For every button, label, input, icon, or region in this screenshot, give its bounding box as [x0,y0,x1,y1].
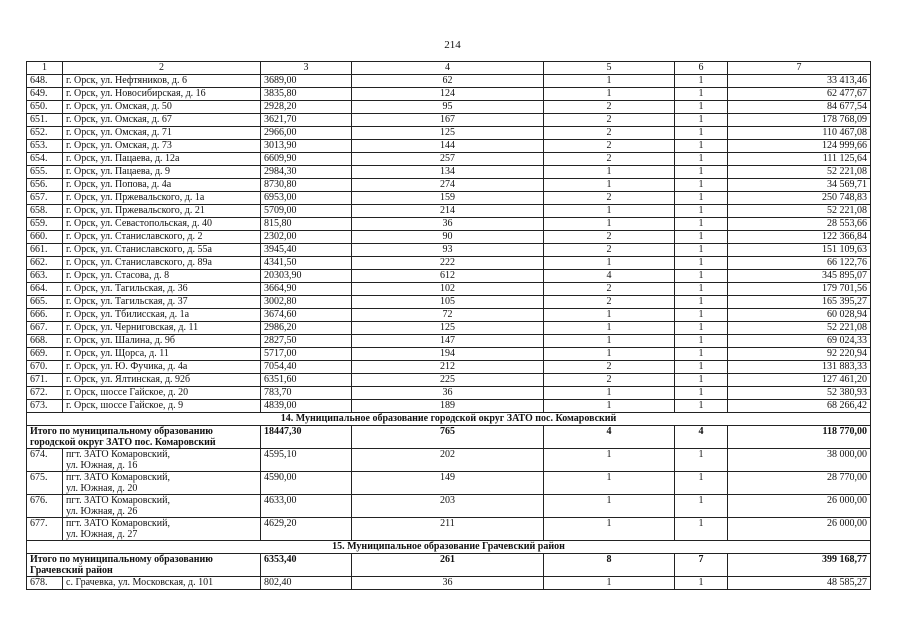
table-cell: 5709,00 [261,205,352,218]
table-cell: 4 [544,270,675,283]
table-cell: 674. [27,449,63,472]
table-cell: 1 [544,348,675,361]
table-cell: г. Орск, ул. Ю. Фучика, д. 4а [63,361,261,374]
table-cell: г. Орск, ул. Тбилисская, д. 1а [63,309,261,322]
address-line: ул. Южная, д. 20 [66,483,138,494]
table-cell: 165 395,27 [728,296,871,309]
table-cell: 84 677,54 [728,101,871,114]
table-row [27,231,871,244]
table-cell: г. Орск, ул. Попова, д. 4а [63,179,261,192]
table-cell: 6953,00 [261,192,352,205]
table-row [27,205,871,218]
table-row [27,75,871,88]
subtotal-row [27,426,871,449]
table-cell: 668. [27,335,63,348]
table-cell: г. Орск, ул. Станиславского, д. 2 [63,231,261,244]
table-cell: 159 [352,192,544,205]
table-cell: 648. [27,75,63,88]
table-cell: 3835,80 [261,88,352,101]
table-cell: 167 [352,114,544,127]
table-cell: 654. [27,153,63,166]
table-row [27,192,871,205]
table-cell: 7054,40 [261,361,352,374]
table-cell: 1 [675,127,728,140]
table-cell: 125 [352,322,544,335]
table-cell: 36 [352,577,544,590]
table-row [27,153,871,166]
table-cell: 6609,90 [261,153,352,166]
address-cell [63,495,261,518]
table-row [27,322,871,335]
table-cell: 212 [352,361,544,374]
table-cell: 1 [675,495,728,518]
table-cell: 2984,30 [261,166,352,179]
table-cell: г. Орск, ул. Пржевальского, д. 1а [63,192,261,205]
table-cell: 666. [27,309,63,322]
table-cell: 661. [27,244,63,257]
table-cell: 194 [352,348,544,361]
table-cell: 1 [544,472,675,495]
table-cell: 8730,80 [261,179,352,192]
table-cell: 1 [675,153,728,166]
table-cell: 1 [675,322,728,335]
table-cell: г. Орск, шоссе Гайское, д. 9 [63,400,261,413]
table-cell: 4341,50 [261,257,352,270]
table-row [27,127,871,140]
table-cell: 2 [544,283,675,296]
table-cell: г. Орск, ул. Нефтяников, д. 6 [63,75,261,88]
address-cell [63,518,261,541]
column-header: 4 [352,62,544,75]
table-cell: 664. [27,283,63,296]
table-cell: 257 [352,153,544,166]
table-cell: 1 [544,495,675,518]
table-row [27,374,871,387]
subtotal-label: Итого по муниципальному образованию городской округ ЗАТО пос. Комаровский [27,426,261,449]
table-cell: 658. [27,205,63,218]
address-line: ул. Южная, д. 26 [66,506,138,517]
column-header: 7 [728,62,871,75]
table-row [27,309,871,322]
table-cell: 1 [675,361,728,374]
table-cell: 612 [352,270,544,283]
table-row [27,348,871,361]
table-cell: 656. [27,179,63,192]
table-cell: 202 [352,449,544,472]
table-cell: 203 [352,495,544,518]
table-cell: 33 413,46 [728,75,871,88]
table-cell: 1 [675,257,728,270]
table-cell: 36 [352,387,544,400]
table-cell: 1 [675,270,728,283]
table-cell: 1 [675,218,728,231]
column-header: 3 [261,62,352,75]
address-cell [63,472,261,495]
subtotal-value: 8 [544,554,675,577]
address-cell [63,449,261,472]
table-cell: г. Орск, ул. Пацаева, д. 9 [63,166,261,179]
table-cell: 1 [675,283,728,296]
table-cell: 102 [352,283,544,296]
table-cell: 1 [544,218,675,231]
table-cell: 678. [27,577,63,590]
table-cell: 68 266,42 [728,400,871,413]
table-cell: 665. [27,296,63,309]
table-cell: 659. [27,218,63,231]
table-cell: г. Орск, ул. Щорса, д. 11 [63,348,261,361]
column-header: 6 [675,62,728,75]
table-cell: 2827,50 [261,335,352,348]
section-heading: 14. Муниципальное образование городской округ ЗАТО пос. Комаровский [27,413,871,426]
table-cell: 1 [675,140,728,153]
table-row [27,449,871,472]
table-cell: 147 [352,335,544,348]
table-cell: 3945,40 [261,244,352,257]
table-cell: 2 [544,231,675,244]
table-cell: 783,70 [261,387,352,400]
table-cell: 657. [27,192,63,205]
table-cell: с. Грачевка, ул. Московская, д. 101 [63,577,261,590]
table-cell: г. Орск, ул. Омская, д. 67 [63,114,261,127]
table-cell: 3664,90 [261,283,352,296]
table-cell: 670. [27,361,63,374]
table-cell: 26 000,00 [728,518,871,541]
column-header: 2 [63,62,261,75]
table-cell: 178 768,09 [728,114,871,127]
table-cell: 105 [352,296,544,309]
table-row [27,101,871,114]
table-header-row [27,62,871,75]
table-cell: 2 [544,361,675,374]
address-line: пгт. ЗАТО Комаровский, [66,495,170,506]
table-cell: г. Орск, ул. Тагильская, д. 36 [63,283,261,296]
section-heading: 15. Муниципальное образование Грачевский район [27,541,871,554]
table-cell: 62 477,67 [728,88,871,101]
table-cell: 1 [675,348,728,361]
subtotal-value: 4 [675,426,728,449]
table-cell: 1 [675,75,728,88]
table-cell: 2302,00 [261,231,352,244]
table-cell: 250 748,83 [728,192,871,205]
table-cell: 1 [675,231,728,244]
table-cell: 90 [352,231,544,244]
table-cell: 1 [675,309,728,322]
table-cell: 3689,00 [261,75,352,88]
table-cell: 1 [675,179,728,192]
table-cell: 2 [544,374,675,387]
table-cell: 48 585,27 [728,577,871,590]
table-cell: 72 [352,309,544,322]
table-cell: 179 701,56 [728,283,871,296]
table-cell: 1 [675,101,728,114]
table-cell: 1 [675,205,728,218]
table-cell: 93 [352,244,544,257]
table-cell: 676. [27,495,63,518]
table-cell: 144 [352,140,544,153]
table-cell: 110 467,08 [728,127,871,140]
table-cell: 1 [675,577,728,590]
table-row [27,577,871,590]
table-cell: 52 221,08 [728,205,871,218]
table-cell: 4629,20 [261,518,352,541]
table-cell: 1 [544,257,675,270]
table-row [27,257,871,270]
table-cell: 28 770,00 [728,472,871,495]
section-heading-row [27,541,871,554]
table-cell: 28 553,66 [728,218,871,231]
table-cell: 225 [352,374,544,387]
table-cell: г. Орск, ул. Шалина, д. 9б [63,335,261,348]
table-cell: 2 [544,101,675,114]
table-cell: г. Орск, ул. Пржевальского, д. 21 [63,205,261,218]
table-cell: 38 000,00 [728,449,871,472]
table-cell: 1 [544,179,675,192]
address-line: ул. Южная, д. 16 [66,460,138,471]
table-cell: г. Орск, ул. Тагильская, д. 37 [63,296,261,309]
table-row [27,400,871,413]
table-cell: г. Орск, ул. Пацаева, д. 12а [63,153,261,166]
table-cell: 1 [544,205,675,218]
table-cell: 675. [27,472,63,495]
table-cell: 672. [27,387,63,400]
table-cell: 134 [352,166,544,179]
table-cell: 1 [675,114,728,127]
table-cell: 52 221,08 [728,166,871,179]
table-cell: 3013,90 [261,140,352,153]
subtotal-row [27,554,871,577]
table-cell: 2966,00 [261,127,352,140]
table-cell: 1 [675,518,728,541]
subtotal-sum: 118 770,00 [728,426,871,449]
table-cell: 650. [27,101,63,114]
table-cell: 189 [352,400,544,413]
table-row [27,179,871,192]
table-cell: 663. [27,270,63,283]
table-cell: 124 999,66 [728,140,871,153]
table-cell: 802,40 [261,577,352,590]
table-cell: 60 028,94 [728,309,871,322]
table-cell: 1 [675,400,728,413]
table-cell: 131 883,33 [728,361,871,374]
table-cell: 1 [544,166,675,179]
table-cell: 673. [27,400,63,413]
table-cell: 274 [352,179,544,192]
table-cell: г. Орск, ул. Стасова, д. 8 [63,270,261,283]
table-cell: 1 [675,472,728,495]
table-cell: 655. [27,166,63,179]
table-cell: 151 109,63 [728,244,871,257]
column-header: 5 [544,62,675,75]
table-cell: 1 [675,166,728,179]
table-cell: 3002,80 [261,296,352,309]
table-cell: 1 [544,387,675,400]
table-cell: 4633,00 [261,495,352,518]
table-cell: 124 [352,88,544,101]
table-cell: 649. [27,88,63,101]
table-cell: 1 [544,449,675,472]
column-header: 1 [27,62,63,75]
table-cell: 111 125,64 [728,153,871,166]
table-cell: 222 [352,257,544,270]
table-row [27,296,871,309]
table-cell: г. Орск, ул. Станиславского, д. 89а [63,257,261,270]
table-cell: 345 895,07 [728,270,871,283]
table-cell: 662. [27,257,63,270]
table-cell: 66 122,76 [728,257,871,270]
page-number: 214 [444,39,461,51]
address-line: ул. Южная, д. 27 [66,529,138,540]
table-cell: 669. [27,348,63,361]
table-cell: 667. [27,322,63,335]
table-cell: 2 [544,153,675,166]
table-row [27,88,871,101]
table-cell: 1 [675,88,728,101]
section-heading-row [27,413,871,426]
table-row [27,518,871,541]
table-cell: 815,80 [261,218,352,231]
table-cell: 4595,10 [261,449,352,472]
table-cell: 1 [675,192,728,205]
table-cell: 651. [27,114,63,127]
table-cell: г. Орск, ул. Новосибирская, д. 16 [63,88,261,101]
table-row [27,335,871,348]
table-row [27,387,871,400]
table-row [27,166,871,179]
table-cell: 2 [544,114,675,127]
table-cell: 1 [544,88,675,101]
table-cell: 4839,00 [261,400,352,413]
table-cell: 211 [352,518,544,541]
table-cell: 1 [544,577,675,590]
table-cell: г. Орск, ул. Черниговская, д. 11 [63,322,261,335]
table-cell: 660. [27,231,63,244]
table-cell: 214 [352,205,544,218]
table-cell: 1 [675,296,728,309]
subtotal-value: 4 [544,426,675,449]
table-row [27,361,871,374]
table-cell: 92 220,94 [728,348,871,361]
table-cell: 26 000,00 [728,495,871,518]
subtotal-area: 6353,40 [261,554,352,577]
housing-table [26,61,871,590]
table-row [27,283,871,296]
table-cell: 4590,00 [261,472,352,495]
table-cell: 2 [544,192,675,205]
table-cell: 671. [27,374,63,387]
table-cell: 122 366,84 [728,231,871,244]
table-row [27,218,871,231]
table-cell: 1 [675,244,728,257]
table-cell: г. Орск, ул. Ялтинская, д. 92б [63,374,261,387]
table-cell: 1 [544,322,675,335]
subtotal-value: 261 [352,554,544,577]
table-cell: 1 [675,449,728,472]
table-cell: г. Орск, шоссе Гайское, д. 20 [63,387,261,400]
table-cell: 52 221,08 [728,322,871,335]
address-line: пгт. ЗАТО Комаровский, [66,449,170,460]
table-row [27,472,871,495]
subtotal-area: 18447,30 [261,426,352,449]
table-cell: г. Орск, ул. Омская, д. 50 [63,101,261,114]
table-cell: 2 [544,296,675,309]
table-cell: 34 569,71 [728,179,871,192]
table-cell: 1 [675,387,728,400]
table-cell: г. Орск, ул. Севастопольская, д. 40 [63,218,261,231]
table-row [27,495,871,518]
table-cell: 1 [544,518,675,541]
table-cell: 149 [352,472,544,495]
table-row [27,270,871,283]
table-cell: 20303,90 [261,270,352,283]
table-cell: 677. [27,518,63,541]
subtotal-value: 765 [352,426,544,449]
subtotal-value: 7 [675,554,728,577]
table-cell: 3621,70 [261,114,352,127]
table-cell: 2 [544,140,675,153]
table-row [27,140,871,153]
table-cell: 62 [352,75,544,88]
table-cell: 2928,20 [261,101,352,114]
subtotal-sum: 399 168,77 [728,554,871,577]
table-cell: г. Орск, ул. Станиславского, д. 55а [63,244,261,257]
table-cell: 127 461,20 [728,374,871,387]
table-cell: 1 [544,309,675,322]
table-cell: 2986,20 [261,322,352,335]
table-cell: 1 [544,335,675,348]
table-cell: 2 [544,127,675,140]
table-cell: 5717,00 [261,348,352,361]
table-cell: г. Орск, ул. Омская, д. 71 [63,127,261,140]
table-cell: 1 [544,75,675,88]
table-cell: 125 [352,127,544,140]
table-row [27,114,871,127]
table-cell: 1 [675,374,728,387]
table-cell: 1 [544,400,675,413]
table-cell: 2 [544,244,675,257]
subtotal-label: Итого по муниципальному образованию Грачевский район [27,554,261,577]
table-cell: 36 [352,218,544,231]
table-cell: 6351,60 [261,374,352,387]
table-cell: 1 [675,335,728,348]
address-line: пгт. ЗАТО Комаровский, [66,472,170,483]
table-cell: 95 [352,101,544,114]
table-cell: 3674,60 [261,309,352,322]
table-cell: 69 024,33 [728,335,871,348]
table-cell: 652. [27,127,63,140]
table-cell: 52 380,93 [728,387,871,400]
table-cell: г. Орск, ул. Омская, д. 73 [63,140,261,153]
address-line: пгт. ЗАТО Комаровский, [66,518,170,529]
table-cell: 653. [27,140,63,153]
table-row [27,244,871,257]
